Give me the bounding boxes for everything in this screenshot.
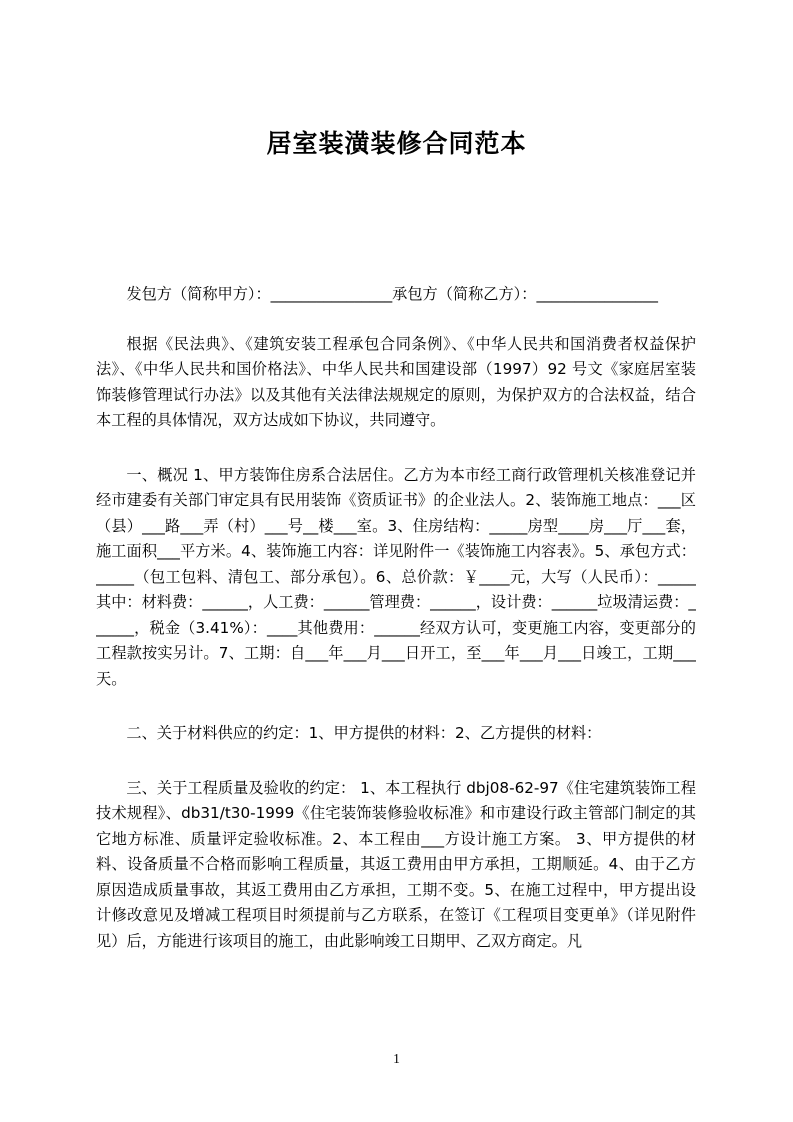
legal-basis-paragraph: 根据《民法典》、《建筑安装工程承包合同条例》、《中华人民共和国消费者权益保护法》、《中华人民共和国价格法》、中华人民共和国建设部（1997）92 号文《家庭居室装饰装修管理试行办法》以及其他有关法律法规规定的原则，为保护双方的合法权益，结合本工程的具体情况，双方达成如下协议，共同遵守。: [96, 334, 696, 429]
parties-line: 发包方（简称甲方）：________________承包方（简称乙方）：________________: [126, 285, 658, 303]
section-overview-paragraph: 一、概况 1、甲方装饰住房系合法居住。乙方为本市经工商行政管理机关核准登记并经市建委有关部门审定具有民用装饰《资质证书》的企业法人。2、装饰施工地点：___区（县）___路___弄（村）___号__楼___室。3、住房结构：_____房型____房___厅___套，施工面积___平方米。4、装饰施工内容：详见附件一《装饰施工内容表》。5、承包方式：_____（包工包料、清包工、部分承包）。6、总价款：￥____元，大写（人民币）：_____其中：材料费：______，人工费：______管理费：______，设计费：______垃圾清运费：______，税金（3.41%）：____其他费用：______经双方认可，变更施工内容，变更部分的工程款按实另计。7、工期：自___年___月___日开工，至___年___月___日竣工，工期___天。: [96, 465, 696, 688]
page-title: 居室装潢装修合同范本: [266, 129, 527, 158]
section-materials-paragraph: 二、关于材料供应的约定：1、甲方提供的材料：2、乙方提供的材料：: [126, 724, 602, 742]
document-body: [96, 282, 696, 954]
section-quality-paragraph: 三、关于工程质量及验收的约定： 1、本工程执行 dbj08-62-97《住宅建筑装饰工程技术规程》、db31/t30-1999《住宅装饰装修验收标准》和市建设行政主管部门制定的其它地方标准、质量评定验收标准。2、本工程由___方设计施工方案。 3、甲方提供的材料、设备质量不合格而影响工程质量，其返工费用由甲方承担，工期顺延。4、由于乙方原因造成质量事故，其返工费用由乙方承担，工期不变。5、在施工过程中，甲方提出设计修改意见及增减工程项目时须提前与乙方联系，在签订《工程项目变更单》（详见附件见）后，方能进行该项目的施工，由此影响竣工日期甲、乙双方商定。凡: [96, 778, 696, 950]
page-number: 1: [393, 1051, 400, 1066]
